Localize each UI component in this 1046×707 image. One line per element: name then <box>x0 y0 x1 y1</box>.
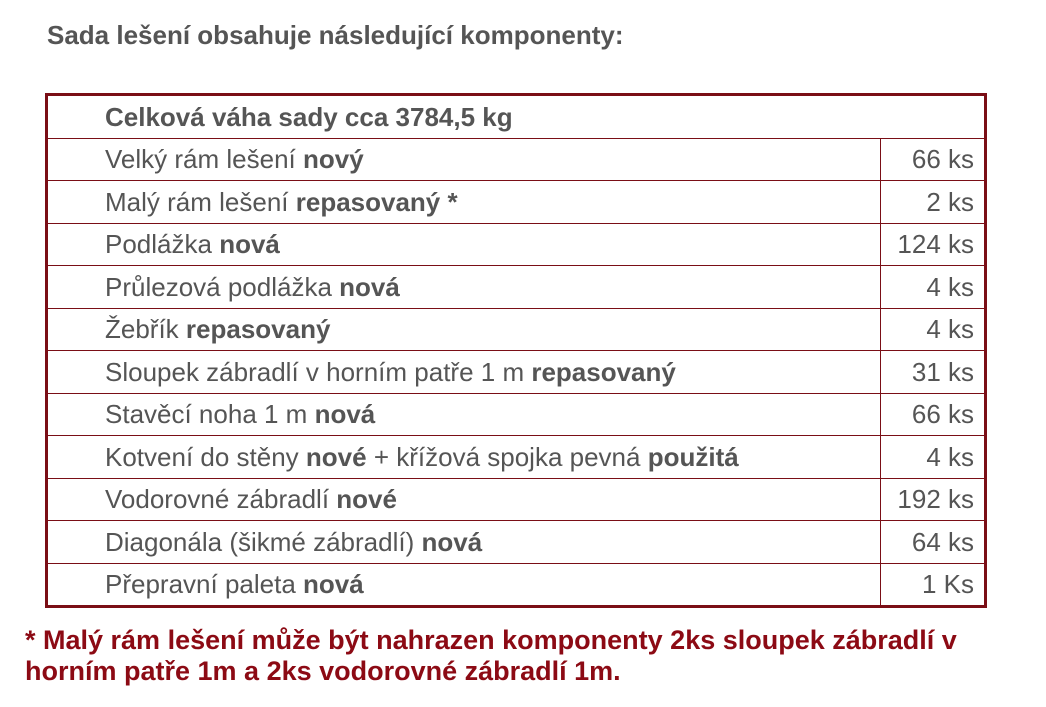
component-name: Diagonála (šikmé zábradlí) nová <box>48 521 880 564</box>
table-row <box>48 393 984 436</box>
component-quantity: 31 ks <box>880 351 984 394</box>
total-weight-row <box>48 96 984 138</box>
table-row <box>48 181 984 224</box>
component-quantity: 64 ks <box>880 521 984 564</box>
component-name: Žebřík repasovaný <box>48 308 880 351</box>
component-quantity: 66 ks <box>880 393 984 436</box>
component-quantity: 4 ks <box>880 266 984 309</box>
component-quantity: 4 ks <box>880 308 984 351</box>
component-name: Kotvení do stěny nové + křížová spojka pevná použitá <box>48 436 880 479</box>
footnote: * Malý rám lešení může být nahrazen komponenty 2ks sloupek zábradlí v horním patře 1m a 2ks vodorovné zábradlí 1m. <box>25 625 957 686</box>
table-row <box>48 351 984 394</box>
component-quantity: 2 ks <box>880 181 984 224</box>
component-name: Vodorovné zábradlí nové <box>48 478 880 521</box>
component-name: Velký rám lešení nový <box>48 138 880 181</box>
component-name: Průlezová podlážka nová <box>48 266 880 309</box>
component-name: Sloupek zábradlí v horním patře 1 m repasovaný <box>48 351 880 394</box>
table-row <box>48 266 984 309</box>
component-name: Přepravní paleta nová <box>48 563 880 605</box>
component-quantity: 1 Ks <box>880 563 984 605</box>
component-quantity: 4 ks <box>880 436 984 479</box>
total-weight: Celková váha sady cca 3784,5 kg <box>48 96 984 138</box>
component-name: Stavěcí noha 1 m nová <box>48 393 880 436</box>
component-quantity: 66 ks <box>880 138 984 181</box>
component-quantity: 192 ks <box>880 478 984 521</box>
table-row <box>48 521 984 564</box>
component-quantity: 124 ks <box>880 223 984 266</box>
component-name: Podlážka nová <box>48 223 880 266</box>
table-row <box>48 223 984 266</box>
table-row <box>48 563 984 605</box>
table-row <box>48 138 984 181</box>
page-heading: Sada lešení obsahuje následující komponenty: <box>47 20 624 50</box>
components-table <box>45 93 987 608</box>
table-row <box>48 436 984 479</box>
table-row <box>48 478 984 521</box>
table-row <box>48 308 984 351</box>
component-name: Malý rám lešení repasovaný * <box>48 181 880 224</box>
